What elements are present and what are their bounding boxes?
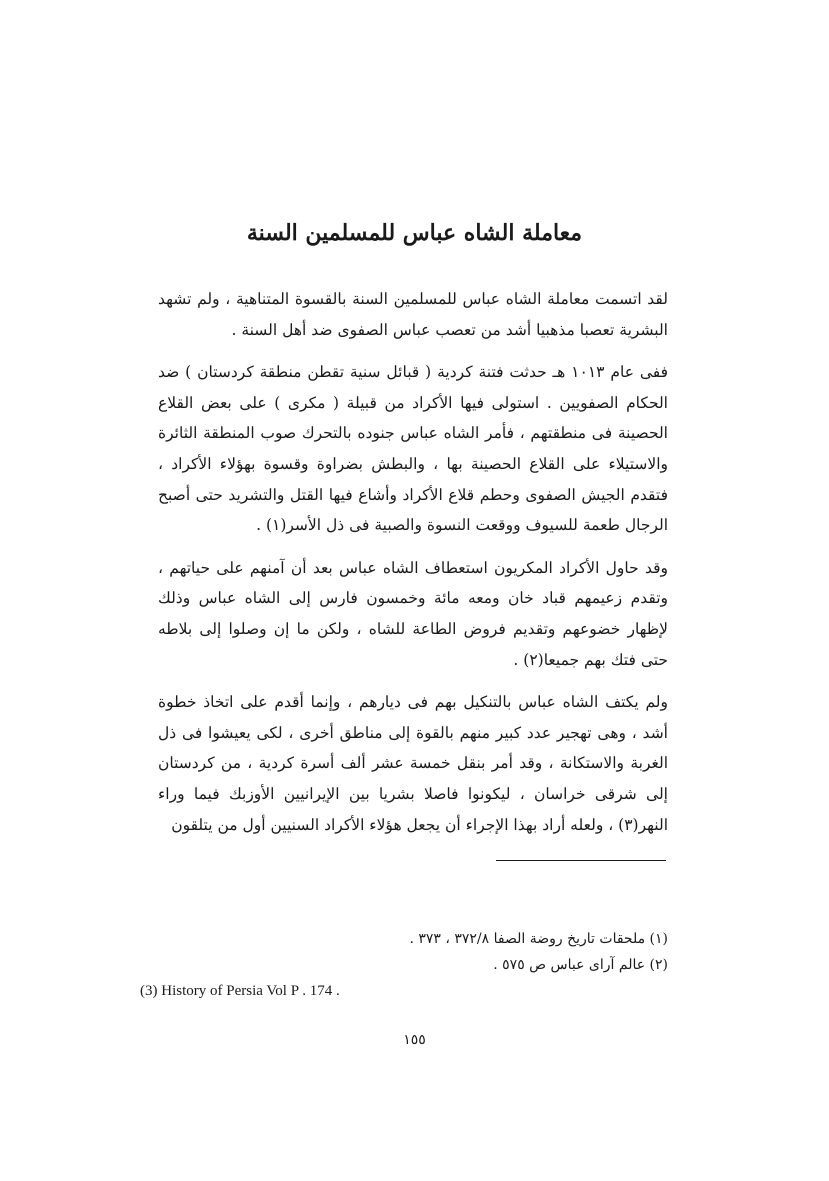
footnote-divider	[496, 860, 666, 861]
footnotes	[140, 926, 668, 1004]
paragraph-1: لقد اتسمت معاملة الشاه عباس للمسلمين السنة بالقسوة المتناهية ، ولم تشهد البشرية تعصبا مذهبيا أشد من تعصب عباس الصفوى ضد أهل السنة .	[158, 290, 668, 339]
paragraph-3: وقد حاول الأكراد المكريون استعطاف الشاه عباس بعد أن آمنهم على حياتهم ، وتقدم زعيمهم قباد خان ومعه مائة وخمسون فارس إلى الشاه عباس وذلك لإظهار خضوعهم وتقديم فروض الطاعة للشاه ، ولكن ما إن وصلوا إلى بلاطه حتى فتك بهم جميعا(٢) .	[158, 558, 668, 669]
paragraph-2: ففى عام ١٠١٣ هـ حدثت فتنة كردية ( قبائل سنية تقطن منطقة كردستان ) ضد الحكام الصفويين . استولى فيها الأكراد من قبيلة ( مكرى ) على بعض القلاع الحصينة فى منطقتهم ، فأمر الشاه عباس جنوده بالتحرك صوب المنطقة الثائرة والاستيلاء على القلاع الحصينة بها ، والبطش بضراوة وقسوة بهؤلاء الأكراد ، فتقدم الجيش الصفوى وحطم قلاع الأكراد وأشاع فيها القتل والتشريد حتى أصبح الرجال طعمة للسيوف ووقعت النسوة والصبية فى ذل الأسر(١) .	[158, 363, 668, 535]
page-number: ١٥٥	[403, 1032, 426, 1048]
paragraph-4: ولم يكتف الشاه عباس بالتنكيل بهم فى ديارهم ، وإنما أقدم على اتخاذ خطوة أشد ، وهى تهجير عدد كبير منهم بالقوة إلى مناطق أخرى ، لكى يعيشوا فى ذل الغربة والاستكانة ، وقد أمر بنقل خمسة عشر ألف أسرة كردية ، من كردستان إلى شرقى خراسان ، ليكونوا فاصلا بشريا بين الإيرانيين الأوزبك فيما وراء النهر(٣) ، ولعله أراد بهذا الإجراء أن يجعل هؤلاء الأكراد السنيين أول من يتلقون	[158, 693, 668, 834]
footnote-1: (١) ملحقات تاريخ روضة الصفا ٣٧٢/٨ ، ٣٧٣ .	[409, 931, 668, 947]
footnote-3: (3) History of Persia Vol P . 174 .	[140, 983, 340, 999]
body-text	[158, 284, 668, 852]
chapter-title: معاملة الشاه عباس للمسلمين السنة	[246, 220, 583, 246]
footnote-2: (٢) عالم آراى عباس ص ٥٧٥ .	[493, 957, 668, 973]
